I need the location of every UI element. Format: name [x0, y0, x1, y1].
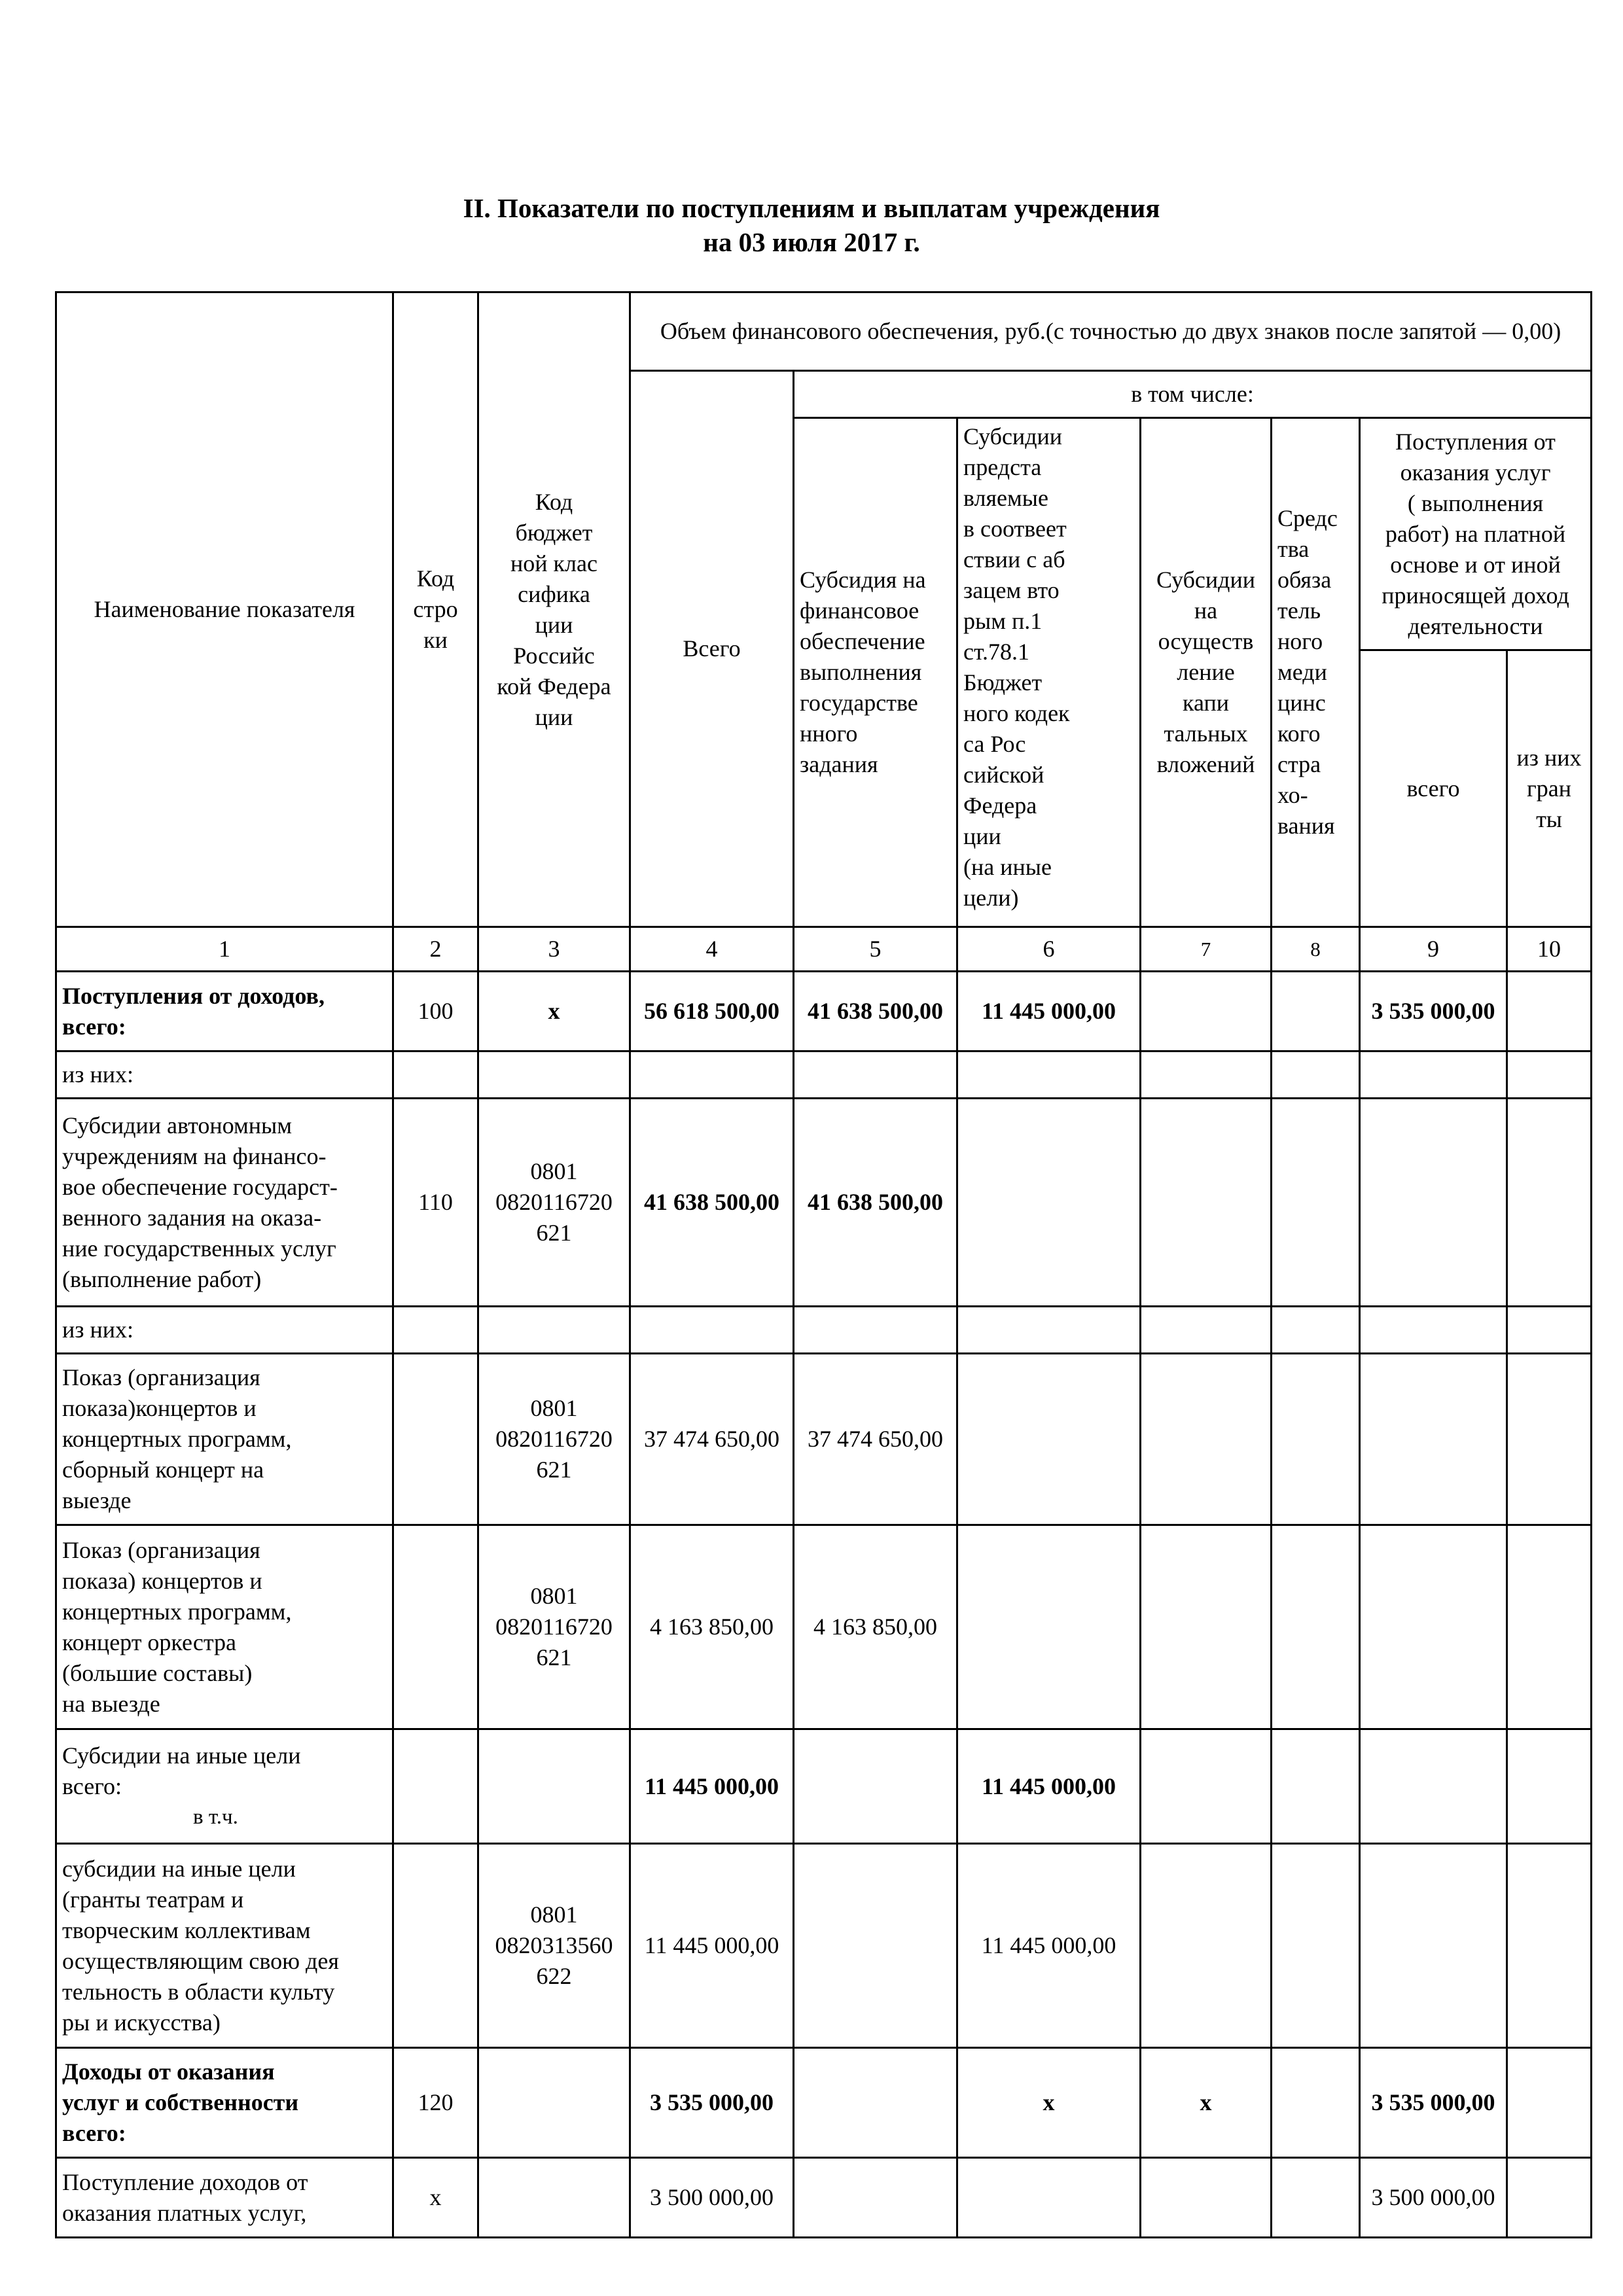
col-number: 1 — [56, 927, 393, 972]
row-paid-grants — [1507, 1354, 1592, 1525]
row-subsidy-781 — [957, 1354, 1141, 1525]
row-paid-grants — [1507, 1729, 1592, 1844]
col-number: 3 — [478, 927, 630, 972]
row-oms — [1272, 1729, 1360, 1844]
row-kbk: 0801 0820116720 621 — [478, 1354, 630, 1525]
row-total: 56 618 500,00 — [630, 972, 794, 1051]
row-subsidy-781 — [957, 1099, 1141, 1307]
row-name-sub: в т.ч. — [193, 1805, 238, 1829]
row-subsidy-capital — [1141, 1051, 1272, 1099]
row-oms — [1272, 1307, 1360, 1354]
row-code: 100 — [393, 972, 478, 1051]
row-total — [630, 1307, 794, 1354]
row-paid-total — [1360, 1099, 1507, 1307]
row-paid-grants — [1507, 1307, 1592, 1354]
row-subsidy-capital — [1141, 1525, 1272, 1729]
row-total: 11 445 000,00 — [630, 1729, 794, 1844]
row-paid-total — [1360, 1051, 1507, 1099]
header-subsidy-task: Субсидия на финансовое обеспечение выполнения государстве нного задания — [794, 418, 957, 927]
row-subsidy-781: 11 445 000,00 — [957, 1844, 1141, 2048]
col-number: 2 — [393, 927, 478, 972]
row-subsidy-781 — [957, 2158, 1141, 2238]
row-name: Субсидии на иные цели всего: — [62, 1742, 301, 1799]
row-total: 3 535 000,00 — [630, 2048, 794, 2158]
finance-table — [55, 291, 1592, 2238]
row-name: из них: — [56, 1051, 393, 1099]
header-oms: Средс тва обяза тель ного меди цинс кого стра хо- вания — [1272, 418, 1360, 927]
row-total — [630, 1051, 794, 1099]
row-paid-grants — [1507, 1525, 1592, 1729]
row-paid-grants — [1507, 972, 1592, 1051]
row-paid-total — [1360, 1354, 1507, 1525]
table-row — [56, 1354, 1592, 1525]
document-date: на 03 июля 2017 г. — [703, 227, 920, 257]
row-kbk — [478, 1051, 630, 1099]
table-row — [56, 1051, 1592, 1099]
table-row — [56, 2158, 1592, 2238]
header-code-budget: Код бюджет ной клас сифика ции Российс кой Федера ции — [478, 292, 630, 927]
document-title: II. Показатели по поступлениям и выплатам учреждения — [463, 193, 1160, 223]
row-subsidy-781 — [957, 1051, 1141, 1099]
row-total: 37 474 650,00 — [630, 1354, 794, 1525]
row-oms — [1272, 1525, 1360, 1729]
col-number: 5 — [794, 927, 957, 972]
header-code-row: Код стро ки — [393, 292, 478, 927]
row-subsidy-task: 41 638 500,00 — [794, 1099, 957, 1307]
row-subsidy-task — [794, 1844, 957, 2048]
row-subsidy-capital — [1141, 1099, 1272, 1307]
row-total: 11 445 000,00 — [630, 1844, 794, 2048]
header-total: Всего — [630, 371, 794, 927]
row-subsidy-capital — [1141, 2158, 1272, 2238]
row-paid-grants — [1507, 2158, 1592, 2238]
row-subsidy-781: 11 445 000,00 — [957, 972, 1141, 1051]
row-subsidy-task — [794, 2158, 957, 2238]
row-subsidy-781: 11 445 000,00 — [957, 1729, 1141, 1844]
row-total: 41 638 500,00 — [630, 1099, 794, 1307]
col-number: 9 — [1360, 927, 1507, 972]
row-paid-grants — [1507, 1844, 1592, 2048]
row-subsidy-capital: x — [1141, 2048, 1272, 2158]
row-name: Поступления от доходов, всего: — [56, 972, 393, 1051]
header-subsidy-capital: Субсидии на осуществ ление капи тальных вложений — [1141, 418, 1272, 927]
row-kbk: 0801 0820116720 621 — [478, 1525, 630, 1729]
row-subsidy-task: 41 638 500,00 — [794, 972, 957, 1051]
table-row — [56, 1844, 1592, 2048]
header-subsidy-781: Субсидии предста вляемые в соотвеет ствии с аб зацем вто рым п.1 ст.78.1 Бюджет ного кодек са Рос сийской Федера ции (на иные цели) — [957, 418, 1141, 927]
row-name: Поступление доходов от оказания платных услуг, — [56, 2158, 393, 2238]
row-code — [393, 1844, 478, 2048]
header-paid-grants: из них гран ты — [1507, 650, 1592, 927]
row-total: 4 163 850,00 — [630, 1525, 794, 1729]
row-kbk: x — [478, 972, 630, 1051]
row-oms — [1272, 1354, 1360, 1525]
header-paid-total: всего — [1360, 650, 1507, 927]
col-number: 7 — [1141, 927, 1272, 972]
row-subsidy-capital — [1141, 1307, 1272, 1354]
col-number: 10 — [1507, 927, 1592, 972]
row-name: Субсидии автономным учреждениям на финансо- вое обеспечение государст- венного задания на оказа- ние государственных услуг (выполнение работ) — [56, 1099, 393, 1307]
table-row — [56, 1525, 1592, 1729]
col-number: 8 — [1272, 927, 1360, 972]
header-including: в том числе: — [794, 371, 1592, 418]
row-subsidy-task: 37 474 650,00 — [794, 1354, 957, 1525]
row-kbk — [478, 2158, 630, 2238]
table-row — [56, 2048, 1592, 2158]
row-subsidy-task — [794, 1051, 957, 1099]
row-subsidy-capital — [1141, 1844, 1272, 2048]
row-name: Показ (организация показа)концертов и концертных программ, сборный концерт на выезде — [56, 1354, 393, 1525]
row-oms — [1272, 1051, 1360, 1099]
row-code — [393, 1525, 478, 1729]
row-subsidy-capital — [1141, 1729, 1272, 1844]
row-subsidy-781 — [957, 1307, 1141, 1354]
table-row — [56, 1729, 1592, 1844]
row-paid-total: 3 535 000,00 — [1360, 972, 1507, 1051]
row-paid-total — [1360, 1729, 1507, 1844]
row-name: Доходы от оказания услуг и собственности всего: — [56, 2048, 393, 2158]
row-code — [393, 1307, 478, 1354]
row-name: из них: — [56, 1307, 393, 1354]
column-numbers-row — [56, 927, 1592, 972]
row-total: 3 500 000,00 — [630, 2158, 794, 2238]
row-paid-grants — [1507, 2048, 1592, 2158]
row-oms — [1272, 1099, 1360, 1307]
row-code: x — [393, 2158, 478, 2238]
row-subsidy-781: x — [957, 2048, 1141, 2158]
header-row — [56, 292, 1592, 371]
row-subsidy-task — [794, 1729, 957, 1844]
row-subsidy-task: 4 163 850,00 — [794, 1525, 957, 1729]
row-paid-total — [1360, 1844, 1507, 2048]
row-name: Показ (организация показа) концертов и концертных программ, концерт оркестра (большие составы) на выезде — [56, 1525, 393, 1729]
table-row — [56, 1099, 1592, 1307]
row-kbk: 0801 0820116720 621 — [478, 1099, 630, 1307]
row-subsidy-task — [794, 1307, 957, 1354]
header-name: Наименование показателя — [56, 292, 393, 927]
row-subsidy-capital — [1141, 972, 1272, 1051]
row-oms — [1272, 972, 1360, 1051]
row-paid-grants — [1507, 1099, 1592, 1307]
col-number: 4 — [630, 927, 794, 972]
row-kbk — [478, 2048, 630, 2158]
row-kbk: 0801 0820313560 622 — [478, 1844, 630, 2048]
row-code: 110 — [393, 1099, 478, 1307]
row-paid-grants — [1507, 1051, 1592, 1099]
row-kbk — [478, 1307, 630, 1354]
row-subsidy-capital — [1141, 1354, 1272, 1525]
col-number: 6 — [957, 927, 1141, 972]
row-code — [393, 1729, 478, 1844]
row-code — [393, 1354, 478, 1525]
row-subsidy-781 — [957, 1525, 1141, 1729]
row-subsidy-task — [794, 2048, 957, 2158]
row-name-cell — [56, 1729, 393, 1844]
row-paid-total — [1360, 1307, 1507, 1354]
row-code — [393, 1051, 478, 1099]
table-row — [56, 972, 1592, 1051]
row-code: 120 — [393, 2048, 478, 2158]
row-kbk — [478, 1729, 630, 1844]
row-name: субсидии на иные цели (гранты театрам и творческим коллективам осуществляющим свою дея тельность в области культу ры и искусства) — [56, 1844, 393, 2048]
row-oms — [1272, 2048, 1360, 2158]
row-paid-total: 3 500 000,00 — [1360, 2158, 1507, 2238]
row-oms — [1272, 2158, 1360, 2238]
table-row — [56, 1307, 1592, 1354]
row-oms — [1272, 1844, 1360, 2048]
row-paid-total — [1360, 1525, 1507, 1729]
header-paid-services: Поступления от оказания услуг ( выполнения работ) на платной основe и от иной приносящей доход деятельности — [1360, 418, 1592, 650]
header-volume: Объем финансового обеспечения, руб.(с точностью до двух знаков после запятой — 0,00) — [630, 292, 1592, 371]
row-paid-total: 3 535 000,00 — [1360, 2048, 1507, 2158]
